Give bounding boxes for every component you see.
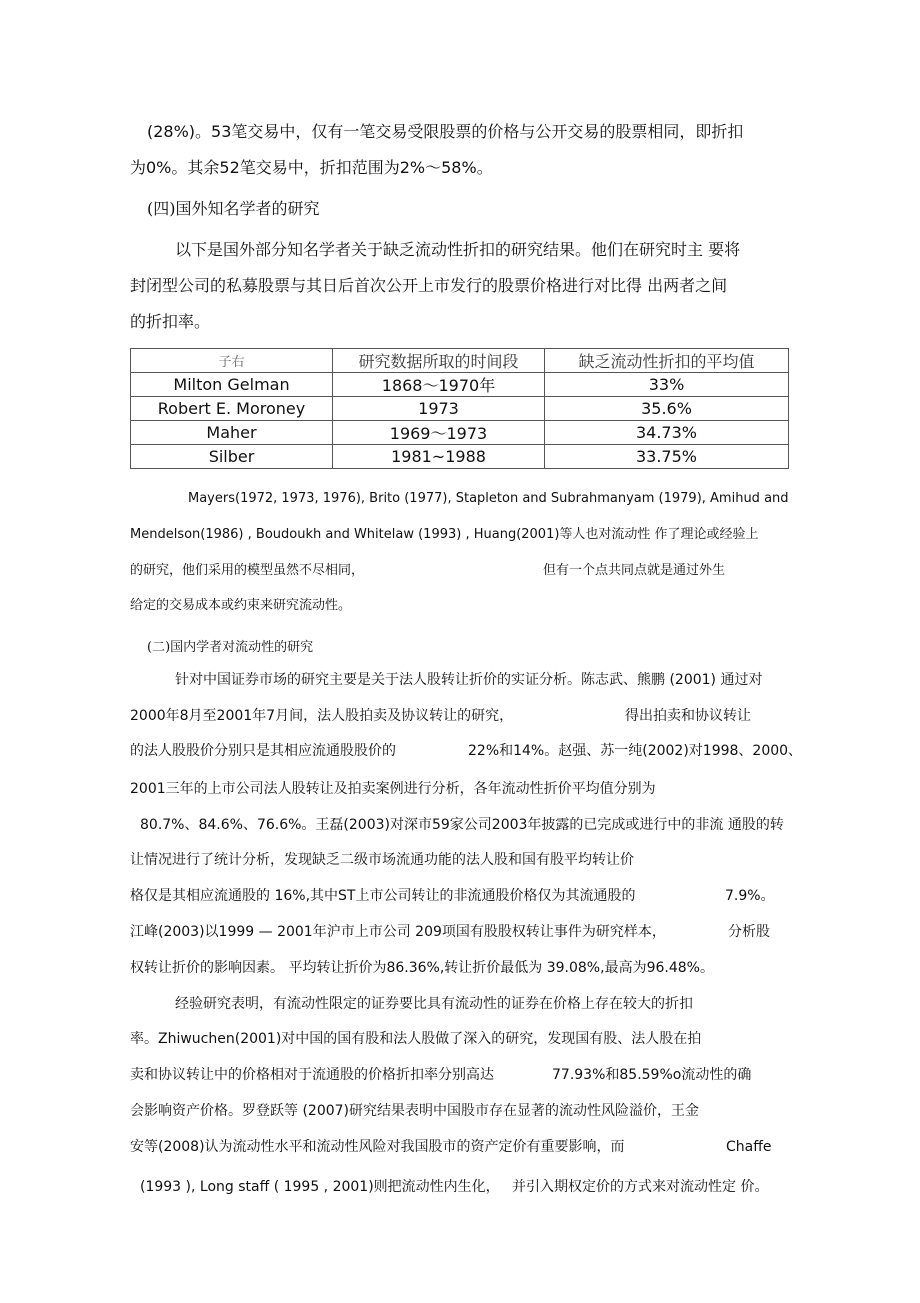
table-cell: Silber	[131, 445, 333, 469]
paragraph-line: 的法人股股价分别只是其相应流通股股价的	[130, 743, 396, 759]
table-cell: Milton Gelman	[131, 373, 333, 397]
paragraph-line: 并引入期权定价的方式来对流动性定 价。	[512, 1179, 769, 1195]
paragraph-line: 封闭型公司的私募股票与其日后首次公开上市发行的股票价格进行对比得 出两者之间	[130, 276, 728, 295]
table-cell: 1973	[333, 397, 545, 421]
paragraph-line: 的折扣率。	[130, 312, 211, 331]
table-cell: 33.75%	[545, 445, 789, 469]
paragraph-line: Mendelson(1986) , Boudoukh and Whitelaw (1993) , Huang(2001)等人也对流动性 作了理论或经验上	[130, 527, 759, 542]
table-row	[131, 445, 789, 469]
paragraph-line: 为0%。其余52笔交易中，折扣范围为2%～58%。	[130, 158, 493, 177]
paragraph-line: 江峰(2003)以1999 — 2001年沪市上市公司 209项国有股股权转让事件为研究样本，	[130, 924, 666, 940]
section-heading: (四)国外知名学者的研究	[147, 199, 320, 218]
paragraph-line: 权转让折价的影响因素。 平均转让折价为86.36%,转让折价最低为 39.08%,最高为96.48%。	[130, 960, 714, 976]
table-row	[131, 373, 789, 397]
table-cell: 1981~1988	[333, 445, 545, 469]
paragraph-line: Mayers(1972, 1973, 1976), Brito (1977), Stapleton and Subrahmanyam (1979), Amihud and	[188, 491, 789, 506]
table-cell: 1969～1973	[333, 421, 545, 445]
table-header-cell: 缺乏流动性折扣的平均值	[545, 349, 789, 373]
paragraph-line: 会影响资产价格。罗登跃等 (2007)研究结果表明中国股市存在显著的流动性风险溢价，王金	[130, 1103, 700, 1119]
table-cell: Maher	[131, 421, 333, 445]
table-cell: 35.6%	[545, 397, 789, 421]
paragraph-line: 但有一个点共同点就是通过外生	[543, 563, 726, 578]
table-cell: 33%	[545, 373, 789, 397]
table-header-cell: 子右	[131, 349, 333, 373]
paragraph-line: 2001三年的上市公司法人股转让及拍卖案例进行分析，各年流动性折价平均值分别为	[130, 781, 656, 797]
paragraph-line: 针对中国证券市场的研究主要是关于法人股转让折价的实证分析。陈志武、熊鹏 (2001) 通过对	[175, 672, 763, 688]
paragraph-line: 2000年8月至2001年7月间，法人股拍卖及协议转让的研究，	[130, 708, 514, 724]
paragraph-line: Chaffe	[726, 1139, 772, 1155]
paragraph-line: 经验研究表明，有流动性限定的证券要比具有流动性的证券在价格上存在较大的折扣	[175, 996, 693, 1012]
paragraph-line: (28%)。53笔交易中，仅有一笔交易受限股票的价格与公开交易的股票相同，即折扣	[147, 122, 744, 141]
table-cell: 1868～1970年	[333, 373, 545, 397]
paragraph-line: 80.7%、84.6%、76.6%。王磊(2003)对深市59家公司2003年披露的已完成或进行中的非流 通股的转	[140, 817, 784, 833]
paragraph-line: 给定的交易成本或约束来研究流动性。	[130, 598, 352, 613]
paragraph-line: (1993 ), Long staff ( 1995 , 2001)则把流动性内生化，	[140, 1179, 500, 1195]
paragraph-line: 率。Zhiwuchen(2001)对中国的国有股和法人股做了深入的研究，发现国有股、法人股在拍	[130, 1031, 702, 1047]
section-heading: (二)国内学者对流动性的研究	[147, 640, 314, 655]
paragraph-line: 7.9%。	[725, 888, 775, 904]
discount-table	[130, 348, 789, 469]
paragraph-line: 77.93%和85.59%o流动性的确	[552, 1067, 752, 1083]
paragraph-line: 卖和协议转让中的价格相对于流通股的价格折扣率分别高达	[130, 1067, 494, 1083]
table-header-row	[131, 349, 789, 373]
paragraph-line: 的研究，他们采用的模型虽然不尽相同，	[130, 563, 365, 578]
table-row	[131, 397, 789, 421]
table-header-cell: 研究数据所取的时间段	[333, 349, 545, 373]
paragraph-line: 让情况进行了统计分析，发现缺乏二级市场流通功能的法人股和国有股平均转让价	[130, 852, 634, 868]
table-cell: 34.73%	[545, 421, 789, 445]
paragraph-line: 安等(2008)认为流动性水平和流动性风险对我国股市的资产定价有重要影响，而	[130, 1139, 625, 1155]
paragraph-line: 分析股	[728, 924, 770, 940]
table-cell: Robert E. Moroney	[131, 397, 333, 421]
paragraph-line: 格仅是其相应流通股的 16%,其中ST上市公司转让的非流通股价格仅为其流通股的	[130, 888, 636, 904]
paragraph-line: 得出拍卖和协议转让	[625, 708, 751, 724]
table-row	[131, 421, 789, 445]
paragraph-line: 22%和14%。赵强、苏一纯(2002)对1998、2000、	[468, 743, 803, 759]
paragraph-line: 以下是国外部分知名学者关于缺乏流动性折扣的研究结果。他们在研究时主 要将	[175, 240, 741, 259]
